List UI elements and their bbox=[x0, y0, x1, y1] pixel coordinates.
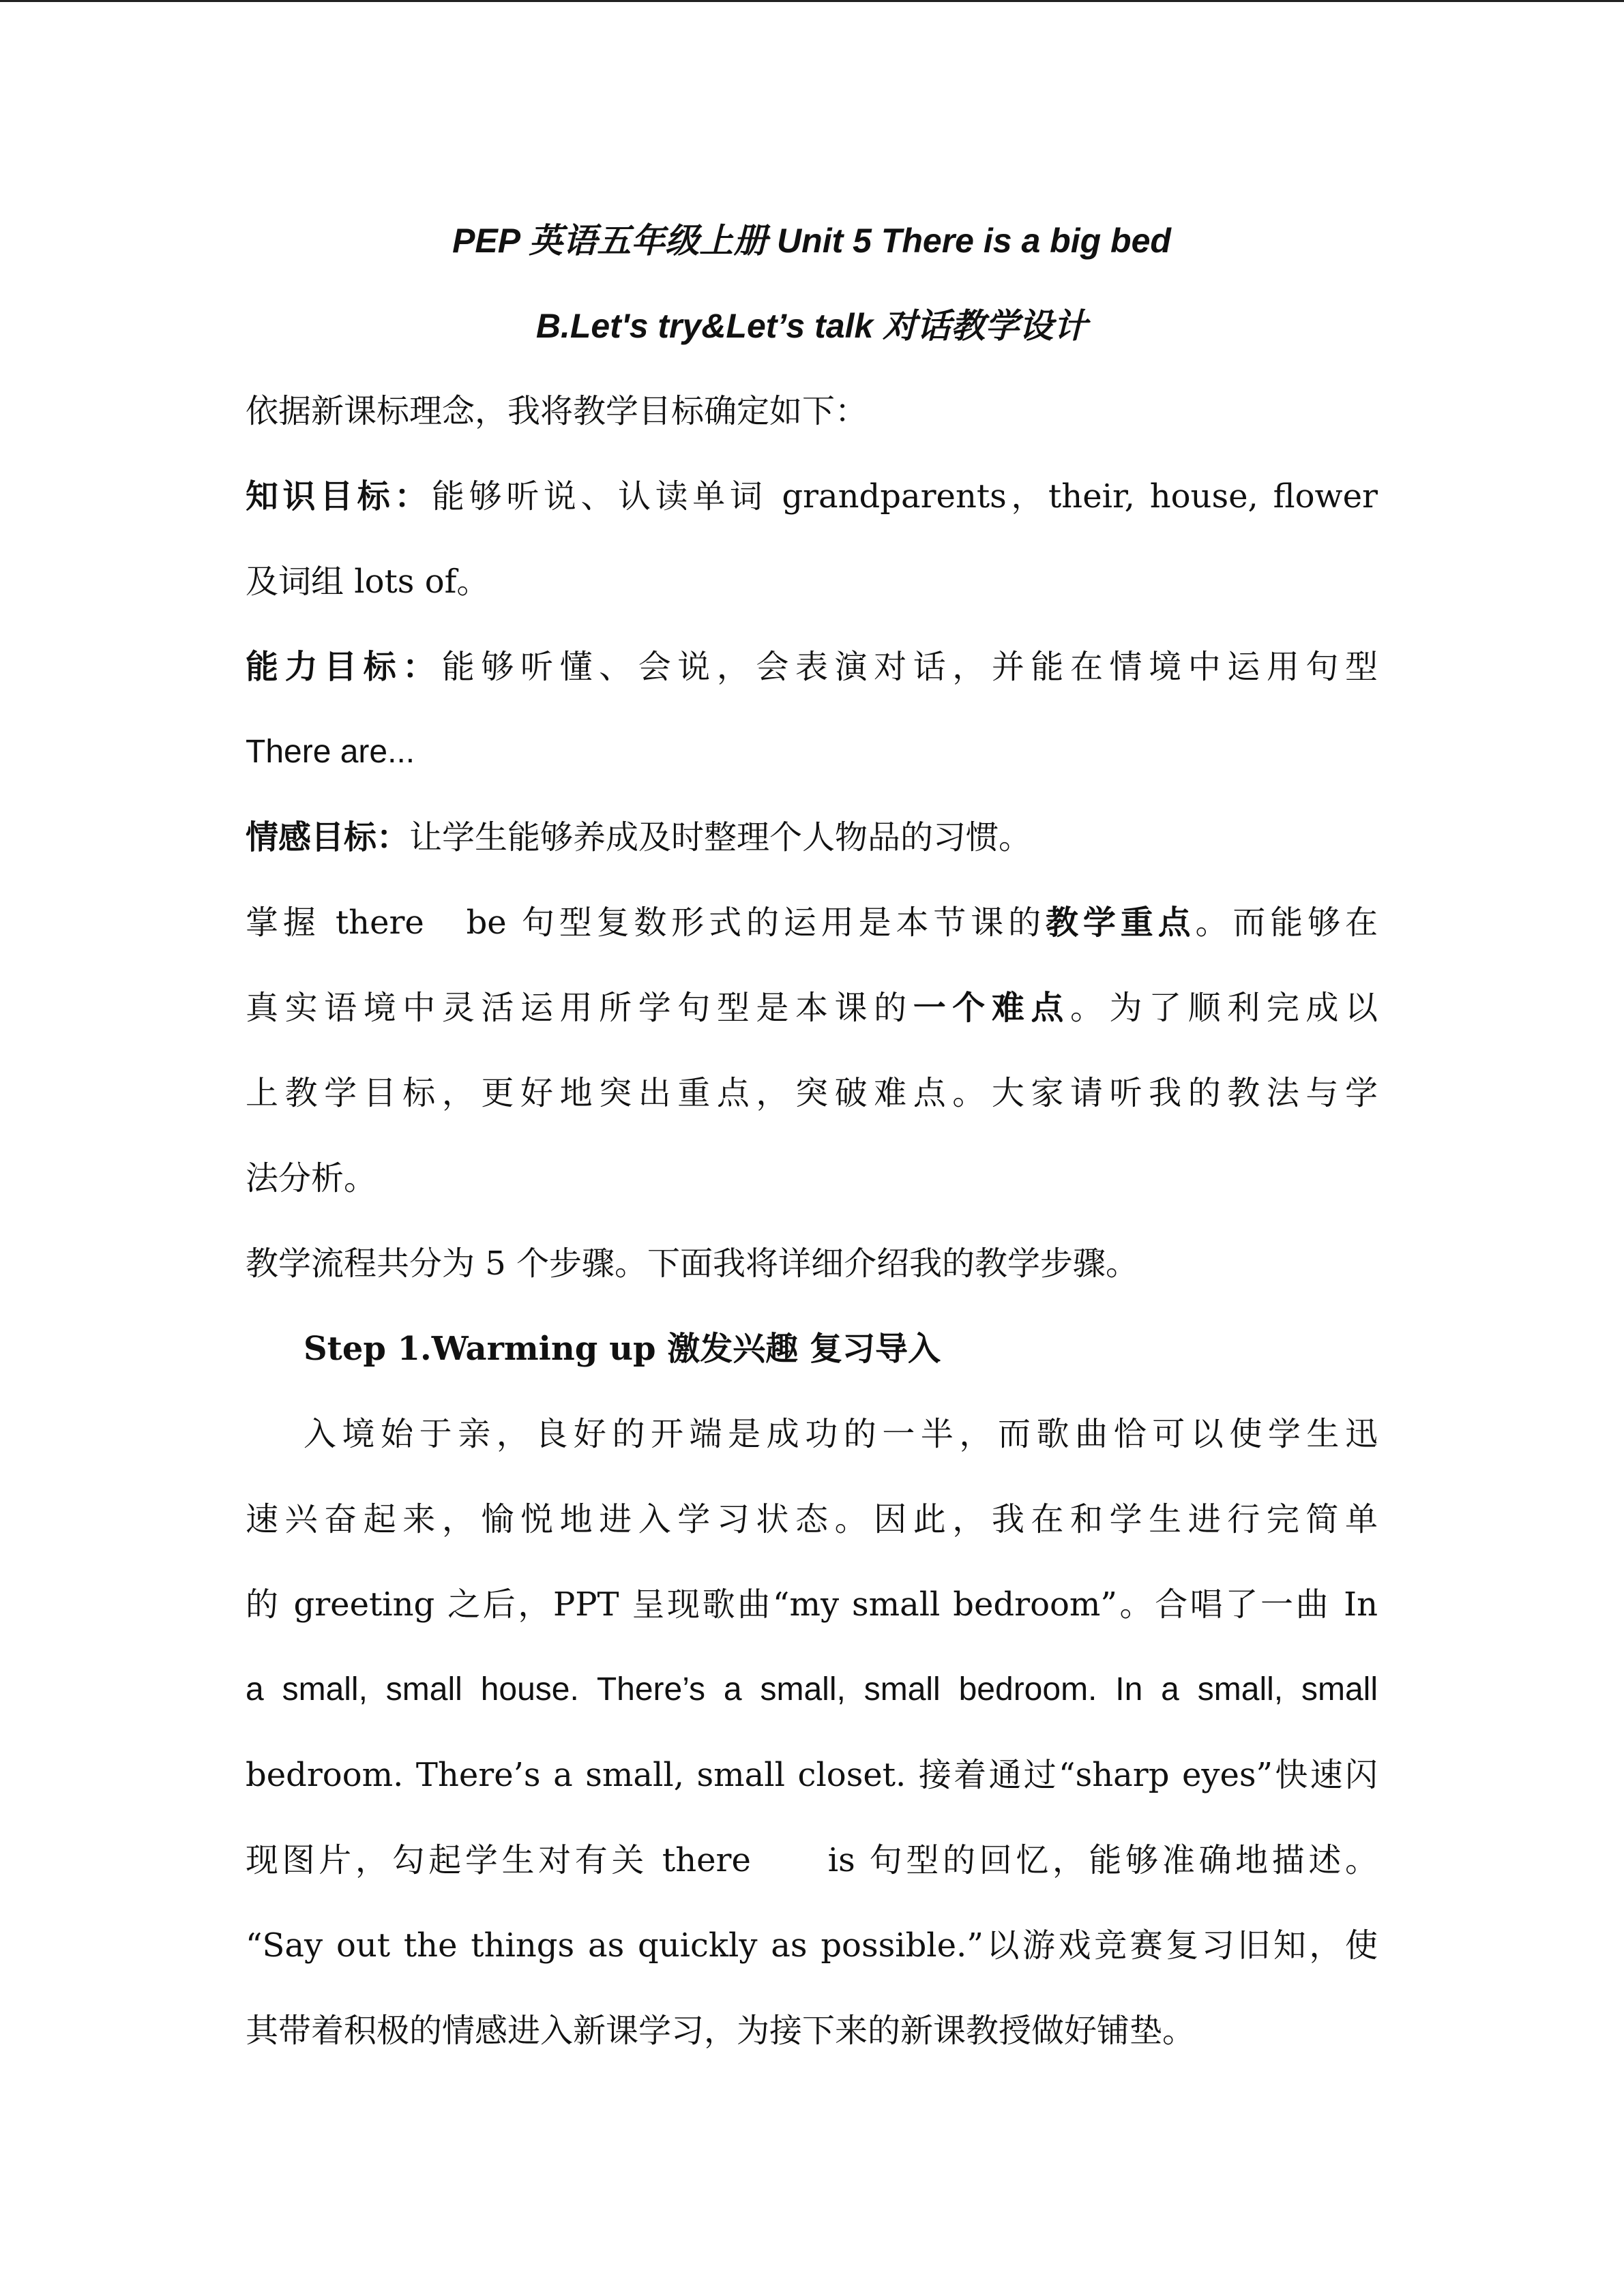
focus-text: 掌握 there be 句型复数形式的运用是本节课的 bbox=[246, 904, 1046, 942]
document-title: PEP 英语五年级上册 Unit 5 There is a big bed bbox=[452, 222, 1171, 260]
step1-line-2: 速兴奋起来，愉悦地进入学习状态。因此，我在和学生进行完简单 bbox=[246, 1500, 1378, 1538]
focus-line-2 bbox=[246, 981, 1378, 1035]
emotion-goal-text: 让学生能够养成及时整理个人物品的习惯。 bbox=[409, 818, 1032, 856]
step1-line-8: 其带着积极的情感进入新课学习，为接下来的新课教授做好铺垫。 bbox=[246, 2012, 1196, 2050]
intro-paragraph: 依据新课标理念，我将教学目标确定如下： bbox=[246, 392, 868, 430]
ability-goal-label: 能力目标： bbox=[246, 648, 442, 686]
emotion-goal-line bbox=[246, 810, 1378, 865]
ability-goal-text: 能够听懂、会说，会表演对话，并能在情境中运用句型 bbox=[441, 648, 1378, 686]
step1-line-4: a small, small house. There’s a small, small bedroom. In a small, small bbox=[246, 1671, 1378, 1708]
knowledge-goal-label: 知识目标： bbox=[246, 477, 432, 516]
knowledge-goal-text: 能够听说、认读单词 grandparents，their, house, flower bbox=[432, 477, 1378, 516]
step1-line-1: 入境始于亲，良好的开端是成功的一半，而歌曲恰可以使学生迅 bbox=[304, 1415, 1378, 1453]
teaching-focus-term: 教学重点 bbox=[1046, 904, 1196, 942]
flow-paragraph: 教学流程共分为 5 个步骤。下面我将详细介绍我的教学步骤。 bbox=[246, 1244, 1139, 1283]
focus-line-4: 法分析。 bbox=[246, 1159, 377, 1197]
step1-heading: Step 1.Warming up 激发兴趣 复习导入 bbox=[304, 1330, 941, 1368]
difficulty-term: 一个难点 bbox=[913, 989, 1070, 1027]
step1-line-6: 现图片，勾起学生对有关 there is 句型的回忆，能够准确地描述。 bbox=[246, 1841, 1378, 1879]
focus-text: 。为了顺利完成以 bbox=[1069, 989, 1378, 1027]
focus-line-1 bbox=[246, 895, 1378, 950]
ability-goal-line-1 bbox=[246, 640, 1378, 694]
step1-line-5: bedroom. There’s a small, small closet. 接着通过“sharp eyes”快速闪 bbox=[246, 1756, 1378, 1794]
document-subtitle: B.Let's try&Let’s talk 对话教学设计 bbox=[535, 307, 1088, 345]
focus-text: 真实语境中灵活运用所学句型是本课的 bbox=[246, 989, 913, 1027]
step1-line-7: “Say out the things as quickly as possible.”以游戏竞赛复习旧知，使 bbox=[246, 1926, 1378, 1965]
knowledge-goal-line-2: 及词组 lots of。 bbox=[246, 563, 490, 601]
focus-line-3: 上教学目标，更好地突出重点，突破难点。大家请听我的教法与学 bbox=[246, 1074, 1378, 1112]
step1-line-3: 的 greeting 之后，PPT 呈现歌曲“my small bedroom”。合唱了一曲 In bbox=[246, 1585, 1378, 1624]
emotion-goal-label: 情感目标： bbox=[246, 818, 410, 856]
knowledge-goal-line-1 bbox=[246, 469, 1378, 524]
ability-goal-line-2: There are... bbox=[246, 734, 415, 770]
focus-text: 。而能够在 bbox=[1195, 904, 1378, 942]
